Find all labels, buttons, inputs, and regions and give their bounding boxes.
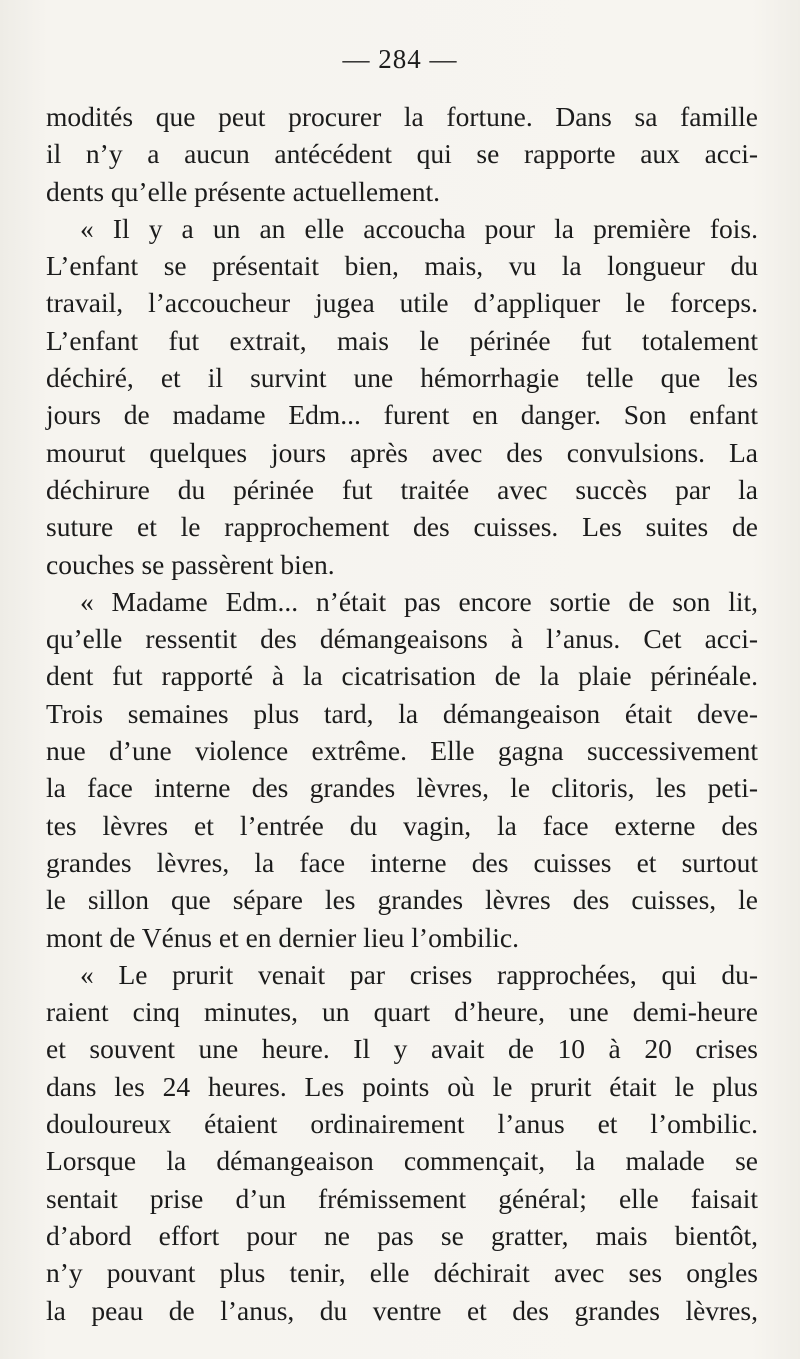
text-line: « Madame Edm... n’était pas encore sortie de son lit,: [80, 585, 758, 617]
text-line: modités que peut procurer la fortune. Dans sa famille: [46, 101, 758, 132]
text-line: et souvent une heure. Il y avait de 10 à 20 crises: [46, 1033, 758, 1065]
text-line: mourut quelques jours après avec des convulsions. La: [46, 436, 758, 468]
text-line: raient cinq minutes, un quart d’heure, une demi-heure: [46, 996, 758, 1028]
text-line: L’enfant se présentait bien, mais, vu la longueur du: [46, 250, 758, 282]
text-line: déchiré, et il survint une hémorrhagie telle que les: [46, 362, 758, 394]
text-line: dents qu’elle présente actuellement.: [46, 175, 440, 207]
text-line: le sillon que sépare les grandes lèvres des cuisses, le: [46, 884, 758, 916]
text-line: couches se passèrent bien.: [46, 548, 335, 580]
text-line: grandes lèvres, la face interne des cuisses et surtout: [46, 846, 758, 878]
text-line: déchirure du périnée fut traitée avec succès par la: [46, 473, 758, 505]
text-line: Trois semaines plus tard, la démangeaison était deve-: [46, 697, 758, 729]
text-line: la peau de l’anus, du ventre et des grandes lèvres,: [46, 1294, 758, 1326]
text-line: tes lèvres et l’entrée du vagin, la face externe des: [46, 809, 758, 841]
text-line: Lorsque la démangeaison commençait, la malade se: [46, 1145, 758, 1177]
page-number: — 284 —: [342, 44, 458, 74]
text-line: il n’y a aucun antécédent qui se rapporte aux acci-: [46, 138, 758, 170]
text-line: dent fut rapporté à la cicatrisation de la plaie périnéale.: [46, 660, 758, 692]
text-line: douloureux étaient ordinairement l’anus et l’ombilic.: [46, 1108, 758, 1140]
text-line: travail, l’accoucheur jugea utile d’appliquer le forceps.: [46, 287, 758, 319]
text-line: « Il y a un an elle accoucha pour la première fois.: [80, 212, 758, 244]
text-line: nue d’une violence extrême. Elle gagna successivement: [46, 735, 758, 767]
text-line: L’enfant fut extrait, mais le périnée fut totalement: [46, 324, 758, 356]
text-line: mont de Vénus et en dernier lieu l’ombilic.: [46, 921, 519, 953]
body-text: [46, 98, 758, 1329]
text-line: n’y pouvant plus tenir, elle déchirait avec ses ongles: [46, 1257, 758, 1289]
text-line: qu’elle ressentit des démangeaisons à l’anus. Cet acci-: [46, 623, 758, 655]
text-line: « Le prurit venait par crises rapprochées, qui du-: [80, 958, 758, 990]
text-line: jours de madame Edm... furent en danger. Son enfant: [46, 399, 758, 431]
text-line: d’abord effort pour ne pas se gratter, mais bientôt,: [46, 1219, 758, 1251]
text-line: dans les 24 heures. Les points où le prurit était le plus: [46, 1070, 758, 1102]
text-line: la face interne des grandes lèvres, le clitoris, les peti-: [46, 772, 758, 804]
text-line: suture et le rapprochement des cuisses. Les suites de: [46, 511, 758, 543]
text-line: sentait prise d’un frémissement général; elle faisait: [46, 1182, 758, 1214]
